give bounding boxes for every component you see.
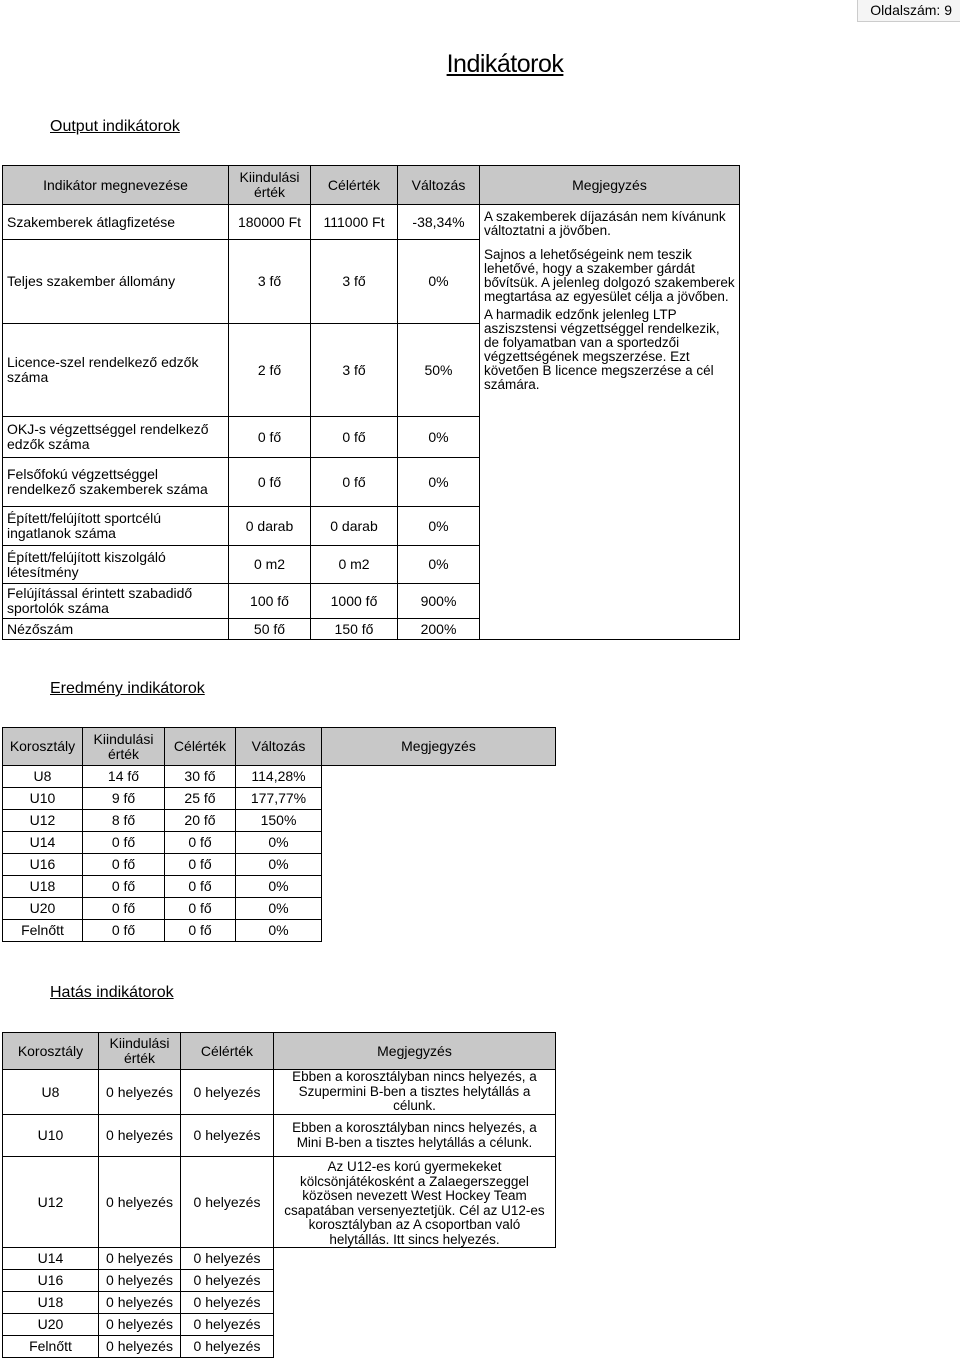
header-note: Megjegyzés: [322, 728, 556, 766]
table-header-row: [3, 1033, 556, 1070]
start-value: 0 helyezés: [99, 1314, 181, 1336]
start-value: 0 helyezés: [99, 1336, 181, 1358]
indicator-name: Nézőszám: [3, 619, 229, 640]
target-value: 0 fő: [165, 832, 236, 854]
start-value: 180000 Ft: [229, 205, 311, 240]
header-change: Változás: [398, 166, 480, 205]
header-note: Megjegyzés: [480, 166, 740, 205]
start-value: 0 fő: [229, 458, 311, 507]
header-start-value: Kiindulási érték: [99, 1033, 181, 1070]
start-value: 100 fő: [229, 584, 311, 619]
indicator-name: Épített/felújított kiszolgáló létesítmény: [3, 546, 229, 584]
age-group: Felnőtt: [3, 1336, 99, 1358]
target-value: 0 fő: [165, 876, 236, 898]
table-row: [3, 205, 740, 240]
change-value: 0%: [398, 417, 480, 458]
change-value: 0%: [236, 876, 322, 898]
target-value: 0 fő: [165, 854, 236, 876]
change-value: 0%: [236, 832, 322, 854]
header-age-group: Korosztály: [3, 728, 83, 766]
target-value: 3 fő: [311, 240, 398, 324]
header-age-group: Korosztály: [3, 1033, 99, 1070]
note-salary: A szakemberek díjazásán nem kívánunk változtatni a jövőben.: [484, 209, 726, 238]
target-value: 0 fő: [165, 898, 236, 920]
target-value: 25 fő: [165, 788, 236, 810]
start-value: 0 helyezés: [99, 1115, 181, 1157]
target-value: 0 fő: [311, 417, 398, 458]
start-value: 0 fő: [83, 832, 165, 854]
start-value: 0 fő: [83, 898, 165, 920]
note-value: Ebben a korosztályban nincs helyezés, a Szupermini B-ben a tisztes helytállás a célunk.: [274, 1070, 556, 1115]
age-group: U12: [3, 810, 83, 832]
start-value: 2 fő: [229, 324, 311, 417]
change-value: 0%: [236, 920, 322, 942]
start-value: 0 fő: [83, 854, 165, 876]
age-group: U10: [3, 1115, 99, 1157]
output-table: [2, 165, 740, 640]
table-row: [3, 1070, 556, 1115]
start-value: 0 helyezés: [99, 1270, 181, 1292]
start-value: 0 darab: [229, 507, 311, 546]
change-value: 0%: [398, 240, 480, 324]
start-value: 0 helyezés: [99, 1157, 181, 1248]
target-value: 0 darab: [311, 507, 398, 546]
table-row: [3, 1248, 556, 1270]
change-value: 177,77%: [236, 788, 322, 810]
start-value: 0 m2: [229, 546, 311, 584]
start-value: 0 helyezés: [99, 1292, 181, 1314]
table-row: [3, 1157, 556, 1248]
indicator-name: Felújítással érintett szabadidő sportolók száma: [3, 584, 229, 619]
age-group: U8: [3, 766, 83, 788]
page-number: Oldalszám: 9: [857, 0, 960, 22]
change-value: 200%: [398, 619, 480, 640]
start-value: 0 helyezés: [99, 1070, 181, 1115]
note-value: Ebben a korosztályban nincs helyezés, a Mini B-ben a tisztes helytállás a célunk.: [274, 1115, 556, 1157]
header-start-value: Kiindulási érték: [229, 166, 311, 205]
header-start-value: Kiindulási érték: [83, 728, 165, 766]
indicator-name: Felsőfokú végzettséggel rendelkező szakemberek száma: [3, 458, 229, 507]
note-staff: Sajnos a lehetőségeink nem teszik lehetővé, hogy a szakember gárdát bővítsük. A jelenleg dolgozó szakemberek megtartása az egyesület célja a jövőben.: [484, 247, 735, 304]
target-value: 0 helyezés: [181, 1336, 274, 1358]
start-value: 8 fő: [83, 810, 165, 832]
target-value: 111000 Ft: [311, 205, 398, 240]
output-heading: Output indikátorok: [50, 118, 180, 135]
target-value: 150 fő: [311, 619, 398, 640]
note-cell: [322, 766, 556, 942]
output-notes: [480, 205, 740, 640]
target-value: 0 helyezés: [181, 1115, 274, 1157]
note-value: Az U12-es korú gyermekeket kölcsönjátékosként a Zalaegerszeggel közösen nevezett West Hockey Team csapatában versenyeztetjük. Cél az U12-es korosztályban az A csoportban való helytállás. Itt sincs helyezés.: [274, 1157, 556, 1248]
indicator-name: Szakemberek átlagfizetése: [3, 205, 229, 240]
impact-table: [2, 1032, 556, 1358]
age-group: U18: [3, 1292, 99, 1314]
target-value: 0 helyezés: [181, 1248, 274, 1270]
indicator-name: OKJ-s végzettséggel rendelkező edzők száma: [3, 417, 229, 458]
result-heading: Eredmény indikátorok: [50, 680, 205, 697]
header-target-value: Célérték: [181, 1033, 274, 1070]
change-value: 114,28%: [236, 766, 322, 788]
target-value: 0 fő: [311, 458, 398, 507]
target-value: 0 helyezés: [181, 1070, 274, 1115]
header-change: Változás: [236, 728, 322, 766]
change-value: 150%: [236, 810, 322, 832]
change-value: 50%: [398, 324, 480, 417]
target-value: 3 fő: [311, 324, 398, 417]
start-value: 0 fő: [229, 417, 311, 458]
note-licence: A harmadik edzőnk jelenleg LTP asziszstensi végzettséggel rendelkezik, de folyamatban van a sportedzői végzettségének megszerzése. Ezt követően B licence megszerzése a cél számára.: [484, 307, 720, 392]
start-value: 0 helyezés: [99, 1248, 181, 1270]
header-note: Megjegyzés: [274, 1033, 556, 1070]
header-target-value: Célérték: [165, 728, 236, 766]
age-group: U8: [3, 1070, 99, 1115]
table-header-row: [3, 166, 740, 205]
age-group: U20: [3, 1314, 99, 1336]
note-value: [274, 1248, 556, 1358]
age-group: U18: [3, 876, 83, 898]
target-value: 0 helyezés: [181, 1314, 274, 1336]
age-group: U20: [3, 898, 83, 920]
age-group: U14: [3, 832, 83, 854]
target-value: 0 fő: [165, 920, 236, 942]
change-value: 0%: [398, 546, 480, 584]
change-value: 0%: [236, 854, 322, 876]
table-row: [3, 766, 556, 788]
change-value: 0%: [398, 507, 480, 546]
change-value: 900%: [398, 584, 480, 619]
table-header-row: [3, 728, 556, 766]
table-row: [3, 1115, 556, 1157]
target-value: 30 fő: [165, 766, 236, 788]
start-value: 9 fő: [83, 788, 165, 810]
target-value: 0 helyezés: [181, 1157, 274, 1248]
start-value: 0 fő: [83, 920, 165, 942]
change-value: 0%: [236, 898, 322, 920]
age-group: U16: [3, 1270, 99, 1292]
start-value: 14 fő: [83, 766, 165, 788]
age-group: Felnőtt: [3, 920, 83, 942]
indicator-name: Licence-szel rendelkező edzők száma: [3, 324, 229, 417]
target-value: 1000 fő: [311, 584, 398, 619]
age-group: U14: [3, 1248, 99, 1270]
page-title: Indikátorok: [446, 50, 564, 78]
age-group: U12: [3, 1157, 99, 1248]
target-value: 0 helyezés: [181, 1270, 274, 1292]
start-value: 3 fő: [229, 240, 311, 324]
impact-heading: Hatás indikátorok: [50, 984, 174, 1001]
change-value: -38,34%: [398, 205, 480, 240]
header-indicator-name: Indikátor megnevezése: [3, 166, 229, 205]
start-value: 0 fő: [83, 876, 165, 898]
result-table: [2, 727, 556, 942]
indicator-name: Épített/felújított sportcélú ingatlanok száma: [3, 507, 229, 546]
age-group: U10: [3, 788, 83, 810]
header-target-value: Célérték: [311, 166, 398, 205]
start-value: 50 fő: [229, 619, 311, 640]
target-value: 0 m2: [311, 546, 398, 584]
target-value: 0 helyezés: [181, 1292, 274, 1314]
indicator-name: Teljes szakember állomány: [3, 240, 229, 324]
target-value: 20 fő: [165, 810, 236, 832]
age-group: U16: [3, 854, 83, 876]
change-value: 0%: [398, 458, 480, 507]
